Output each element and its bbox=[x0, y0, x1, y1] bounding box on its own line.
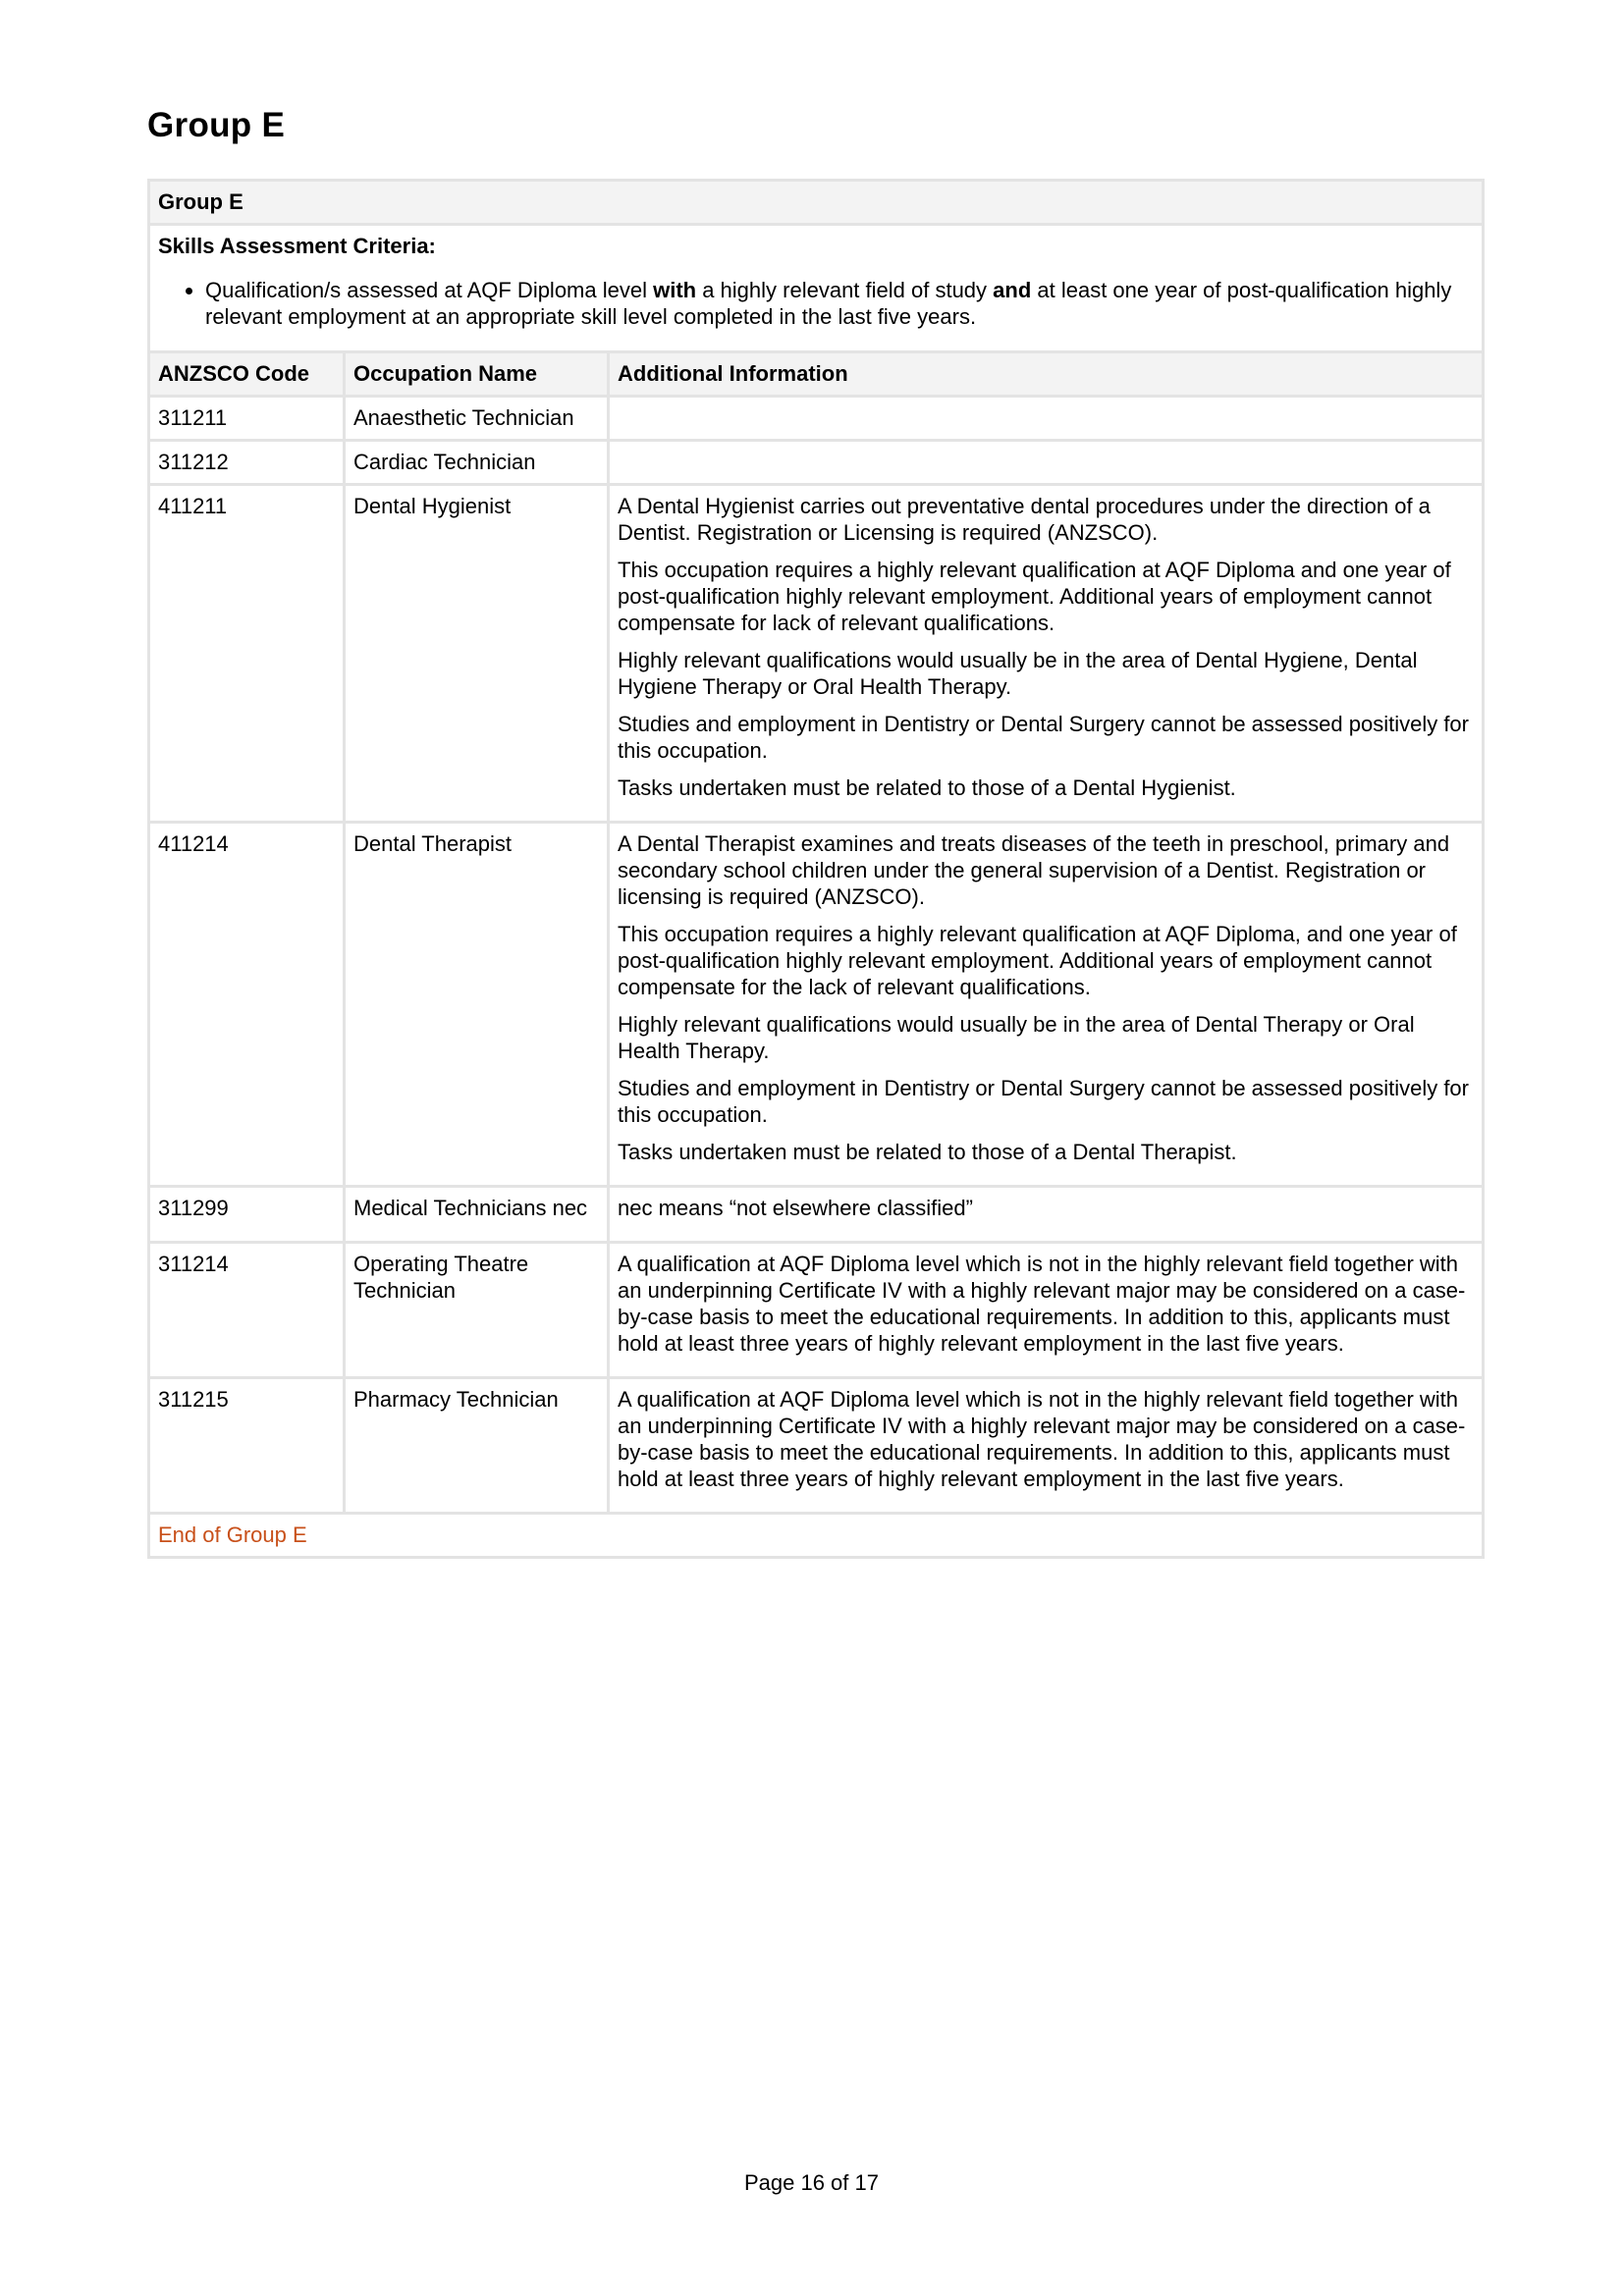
occupation-name-cell: Dental Therapist bbox=[346, 824, 607, 1185]
occupation-name-cell: Dental Hygienist bbox=[346, 486, 607, 821]
criteria-item bbox=[205, 277, 1474, 330]
info-paragraph: nec means “not elsewhere classified” bbox=[618, 1196, 973, 1220]
criteria-bold-with: with bbox=[653, 278, 697, 302]
header-additional-information: Additional Information bbox=[610, 353, 1482, 395]
column-header-row bbox=[150, 353, 1482, 395]
table-row bbox=[150, 1244, 1482, 1376]
info-paragraph: A qualification at AQF Diploma level which is not in the highly relevant field together with an underpinning Certificate IV with a highly relevant major may be considered on a case-by-case basis to meet the educational requirements. In addition to this, applicants must hold at least three years of highly relevant employment in the last five years. bbox=[618, 1252, 1466, 1356]
criteria-list bbox=[158, 277, 1474, 330]
page-number: Page 16 of 17 bbox=[743, 2170, 879, 2195]
table-row bbox=[150, 398, 1482, 439]
table-row bbox=[150, 442, 1482, 483]
info-paragraph: Highly relevant qualifications would usually be in the area of Dental Therapy or Oral Health Therapy. bbox=[618, 1012, 1415, 1063]
criteria-title: Skills Assessment Criteria: bbox=[158, 234, 436, 258]
group-title-row bbox=[150, 182, 1482, 223]
info-paragraph: Studies and employment in Dentistry or Dental Surgery cannot be assessed positively for this occupation. bbox=[618, 712, 1469, 763]
group-title: Group E bbox=[150, 182, 1482, 223]
anzsco-code-cell: 311214 bbox=[150, 1244, 343, 1376]
end-of-group-link[interactable]: End of Group E bbox=[158, 1522, 307, 1547]
additional-information-cell bbox=[610, 486, 1482, 821]
page-heading: Group E bbox=[147, 106, 286, 144]
criteria-text-2: a highly relevant field of study bbox=[696, 278, 994, 302]
additional-information-cell bbox=[610, 1244, 1482, 1376]
anzsco-code-cell: 311211 bbox=[150, 398, 343, 439]
footer-cell bbox=[150, 1515, 1482, 1556]
additional-information-cell bbox=[610, 824, 1482, 1185]
info-paragraph: Studies and employment in Dentistry or Dental Surgery cannot be assessed positively for this occupation. bbox=[618, 1076, 1469, 1127]
occupation-name-cell: Cardiac Technician bbox=[346, 442, 607, 483]
info-paragraph: Tasks undertaken must be related to those of a Dental Hygienist. bbox=[618, 775, 1236, 800]
additional-information-cell bbox=[610, 1188, 1482, 1241]
info-paragraph: Tasks undertaken must be related to those of a Dental Therapist. bbox=[618, 1140, 1237, 1164]
criteria-text-1: Qualification/s assessed at AQF Diploma level bbox=[205, 278, 654, 302]
anzsco-code-cell: 411214 bbox=[150, 824, 343, 1185]
table-row bbox=[150, 1188, 1482, 1241]
additional-information-cell bbox=[610, 442, 1482, 483]
info-paragraph: A Dental Therapist examines and treats diseases of the teeth in preschool, primary and secondary school children under the general supervision of a Dentist. Registration or licensing is required (ANZSCO). bbox=[618, 831, 1450, 909]
info-paragraph: A qualification at AQF Diploma level which is not in the highly relevant field together with an underpinning Certificate IV with a highly relevant major may be considered on a case-by-case basis to meet the educational requirements. In addition to this, applicants must hold at least three years of highly relevant employment in the last five years. bbox=[618, 1387, 1466, 1491]
header-anzsco-code: ANZSCO Code bbox=[150, 353, 343, 395]
criteria-bold-and: and bbox=[993, 278, 1032, 302]
anzsco-code-cell: 311212 bbox=[150, 442, 343, 483]
criteria-row bbox=[150, 226, 1482, 350]
occupation-name-cell: Pharmacy Technician bbox=[346, 1379, 607, 1512]
additional-information-cell bbox=[610, 1379, 1482, 1512]
occupation-name-cell: Anaesthetic Technician bbox=[346, 398, 607, 439]
anzsco-code-cell: 311299 bbox=[150, 1188, 343, 1241]
additional-information-cell bbox=[610, 398, 1482, 439]
criteria-cell bbox=[150, 226, 1482, 350]
footer-row bbox=[150, 1515, 1482, 1556]
info-paragraph: This occupation requires a highly relevant qualification at AQF Diploma, and one year of post-qualification highly relevant employment. Additional years of employment cannot compensate for the lack of relevant qualifications. bbox=[618, 922, 1457, 999]
info-paragraph: This occupation requires a highly relevant qualification at AQF Diploma and one year of post-qualification highly relevant employment. Additional years of employment cannot compensate for lack of relevant qualifications. bbox=[618, 558, 1451, 635]
table-row bbox=[150, 486, 1482, 821]
header-occupation-name: Occupation Name bbox=[346, 353, 607, 395]
anzsco-code-cell: 411211 bbox=[150, 486, 343, 821]
info-paragraph: Highly relevant qualifications would usually be in the area of Dental Hygiene, Dental Hygiene Therapy or Oral Health Therapy. bbox=[618, 648, 1418, 699]
table-row bbox=[150, 1379, 1482, 1512]
group-e-table bbox=[147, 179, 1485, 1559]
occupation-name-cell: Operating Theatre Technician bbox=[346, 1244, 607, 1376]
info-paragraph: A Dental Hygienist carries out preventative dental procedures under the direction of a Dentist. Registration or Licensing is required (ANZSCO). bbox=[618, 494, 1431, 545]
criteria-text-3: at least one year of post-qualification highly relevant employment at an appropriate skill level completed in the last five years. bbox=[205, 278, 1452, 329]
anzsco-code-cell: 311215 bbox=[150, 1379, 343, 1512]
occupation-name-cell: Medical Technicians nec bbox=[346, 1188, 607, 1241]
table-row bbox=[150, 824, 1482, 1185]
